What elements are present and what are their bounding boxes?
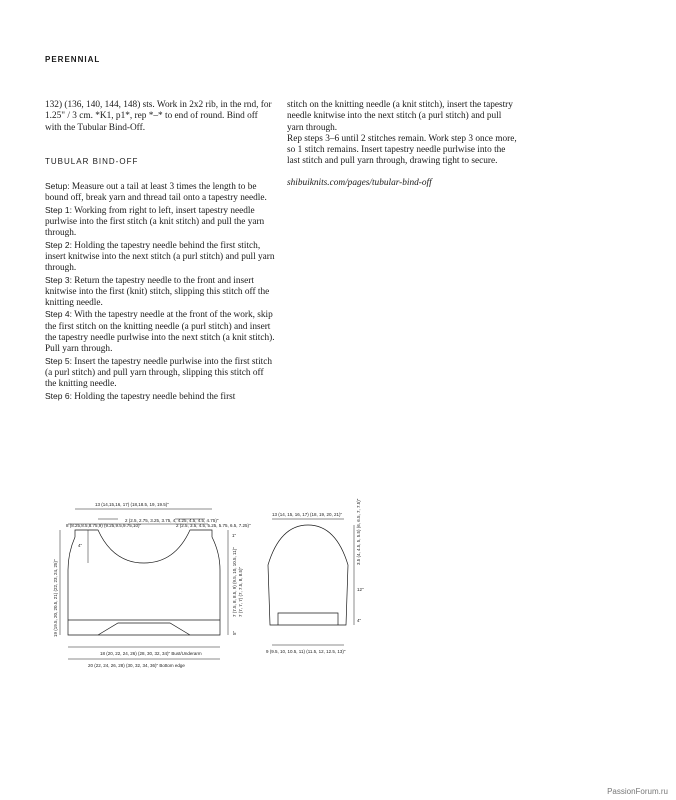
step-label: Step 3: — [45, 274, 72, 285]
cuff-outline — [278, 613, 338, 625]
sleeve-cap-label: 3.5 (4, 4.5, 5, 5.5) (6, 6.5, 7, 7.5)" — [356, 498, 361, 565]
step-text: Measure out a tail at least 3 times the length to be bound off, break yarn and thread tail onto a tapestry needle. — [45, 182, 267, 204]
step-1 — [45, 205, 275, 240]
step-label: Step 1: — [45, 204, 72, 215]
step-text: Holding the tapestry needle behind the first — [71, 391, 236, 402]
step-text: Insert the tapestry needle purlwise into the first stitch (a purl stitch) and pull yarn through, slipping this stitch off the knitting needle. — [45, 356, 273, 390]
intro-paragraph: 132) (136, 140, 144, 148) sts. Work in 2x2 rib, in the rnd, for 1.25" / 3 cm. *K1, p1*, rep *–* to end of round. Bind off with the Tubular Bind-Off. — [45, 100, 272, 133]
body-outline — [68, 530, 220, 635]
step-label: Step 5: — [45, 355, 72, 366]
body-bottom-label: 20 (22, 24, 26, 28) (30, 32, 34, 36)" Bottom edge — [88, 663, 185, 668]
body-armhole-label: 7 (7.5, 8, 8.5, 9) (9.5, 10, 10.5, 11)" — [232, 547, 237, 617]
section-title: TUBULAR BIND-OFF — [45, 156, 139, 166]
body-neck-width-label: 8 (8.25,8.5,8.75,9) (9.25,9.5,9.75,10)" — [66, 523, 142, 528]
step-5 — [45, 356, 275, 391]
step-text: Return the tapestry needle to the front and insert knitwise into the first (knit) stitch, slipping this stitch off the knitting needle. — [45, 275, 270, 309]
body-side-label: 7 (7, 7, 7) (7, 7.5, 8, 8.5)" — [238, 566, 243, 617]
step-label: Step 2: — [45, 239, 72, 250]
sleeve-cuff-label: 9 (9.5, 10, 10.5, 11) (11.5, 12, 12.5, 13)" — [266, 649, 346, 654]
step-text: Holding the tapestry needle behind the first stitch, insert knitwise into the next stitch (a purl stitch) and pull yarn through. — [45, 240, 275, 274]
bottom-trapezoid — [98, 623, 190, 635]
body-neck-drop-label: 4" — [78, 543, 83, 548]
sleeve-top-label: 13 (14, 15, 16, 17) (18, 19, 20, 21)" — [272, 512, 343, 517]
step-label: Setup: — [45, 181, 70, 192]
page-header: PERENNIAL — [45, 55, 101, 64]
step-text: With the tapestry needle at the front of the work, skip the first stitch on the knitting needle (a purl stitch) and insert the tapestry needle purlwise into the next stitch (a knit stitch). Pull yarn through. — [45, 310, 275, 355]
step-4 — [45, 309, 275, 355]
sleeve-outline — [268, 525, 348, 625]
body-neck-depth-label: 2 (2.5, 3.5, 4.5, 5.25, 5.75, 6.5, 7.25)" — [176, 523, 251, 528]
step-3 — [45, 275, 275, 310]
step-setup — [45, 181, 275, 205]
right-paragraph-1: stitch on the knitting needle (a knit stitch), insert the tapestry needle knitwise into the next stitch (a purl stitch) and pull yarn through. — [287, 100, 513, 133]
step-6 — [45, 391, 275, 403]
watermark: PassionForum.ru — [607, 787, 668, 796]
step-label: Step 4: — [45, 309, 72, 320]
body-underarm-label: 18 (20, 22, 24, 26) (28, 30, 32, 34)" Bust/Underarm — [100, 651, 202, 656]
body-top-width-label: 13 (14,15,16, 17) (18,18.5, 19, 19.5)" — [95, 502, 169, 507]
right-paragraph-2: Rep steps 3–6 until 2 stitches remain. Work step 3 once more, so 1 stitch remains. Insert tapestry needle purlwise into the last stitch and pull yarn through, drawing tight to secure. — [287, 133, 517, 167]
tutorial-link[interactable]: shibuiknits.com/pages/tubular-bind-off — [287, 177, 432, 188]
body-rib-label: 5" — [232, 630, 237, 635]
right-column — [287, 100, 517, 189]
body-top-drop-label: 1" — [232, 533, 237, 538]
body-shoulder-label: 2 (2.5, 2.75, 3.25, 3.75, 4, 4.25, 4.5, 4.5, 4.75)" — [125, 518, 219, 523]
step-label: Step 6: — [45, 390, 72, 401]
body-length-label: 19 (19.5, 20, 20.5, 21) (22, 23, 24, 25)" — [53, 559, 58, 637]
left-column — [45, 100, 275, 403]
garment-schematic — [40, 495, 380, 675]
sleeve-length-label: 12" — [357, 587, 364, 592]
sleeve-cuff-depth-label: 4" — [357, 618, 362, 623]
step-text: Working from right to left, insert tapestry needle purlwise into the first stitch (a knit stitch) and pull the yarn through. — [45, 205, 265, 239]
step-2 — [45, 240, 275, 275]
